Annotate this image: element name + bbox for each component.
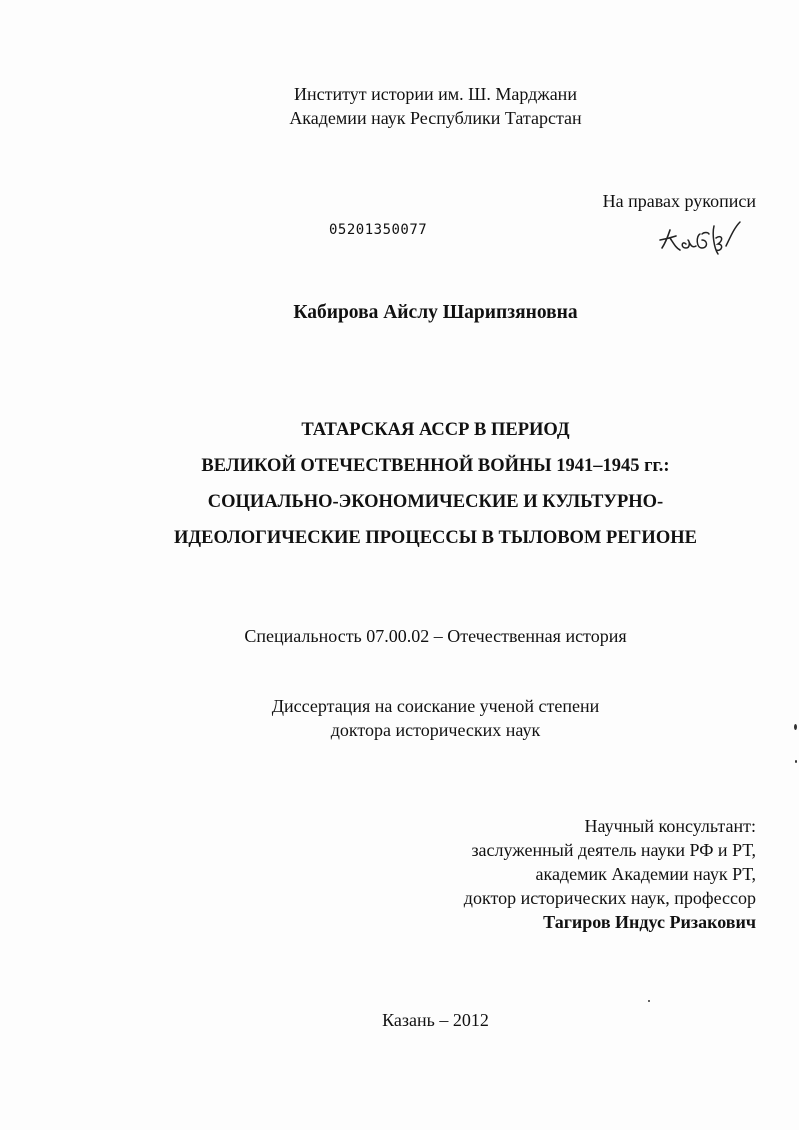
title-line-3: СОЦИАЛЬНО-ЭКОНОМИЧЕСКИЕ И КУЛЬТУРНО- bbox=[207, 492, 664, 512]
consultant-label: Научный консультант: bbox=[584, 816, 756, 836]
consultant-line-3: доктор исторических наук, профессор bbox=[463, 888, 756, 908]
place-year: Казань – 2012 bbox=[382, 1010, 489, 1030]
title-line-2: ВЕЛИКОЙ ОТЕЧЕСТВЕННОЙ ВОЙНЫ 1941–1945 гг.: bbox=[201, 456, 670, 476]
consultant-name: Тагиров Индус Ризакович bbox=[543, 912, 756, 932]
degree-line-1: Диссертация на соискание ученой степени bbox=[271, 696, 600, 716]
degree-statement bbox=[36, 694, 799, 742]
institution-line-2: Академии наук Республики Татарстан bbox=[289, 108, 582, 128]
title-line-4: ИДЕОЛОГИЧЕСКИЕ ПРОЦЕССЫ В ТЫЛОВОМ РЕГИОНЕ bbox=[174, 528, 697, 548]
code-number: 05201350077 bbox=[329, 222, 428, 238]
scan-speck bbox=[794, 724, 797, 730]
consultant-line-1: заслуженный деятель науки РФ и РТ, bbox=[471, 840, 756, 860]
handwritten-signature bbox=[656, 214, 746, 264]
specialty: Специальность 07.00.02 – Отечественная история bbox=[244, 626, 627, 646]
author-name: Кабирова Айслу Шарипзяновна bbox=[293, 302, 578, 323]
institution-line-1: Институт истории им. Ш. Марджани bbox=[294, 84, 577, 104]
scientific-consultant bbox=[464, 814, 756, 934]
dissertation-title bbox=[36, 412, 799, 556]
scan-speck bbox=[795, 760, 797, 763]
degree-line-2: доктора исторических наук bbox=[330, 720, 541, 740]
title-line-1: ТАТАРСКАЯ АССР В ПЕРИОД bbox=[301, 420, 570, 440]
institution-header bbox=[36, 82, 799, 130]
manuscript-label: На правах рукописи bbox=[602, 191, 756, 211]
consultant-line-2: академик Академии наук РТ, bbox=[535, 864, 756, 884]
scan-speck bbox=[648, 1000, 650, 1002]
